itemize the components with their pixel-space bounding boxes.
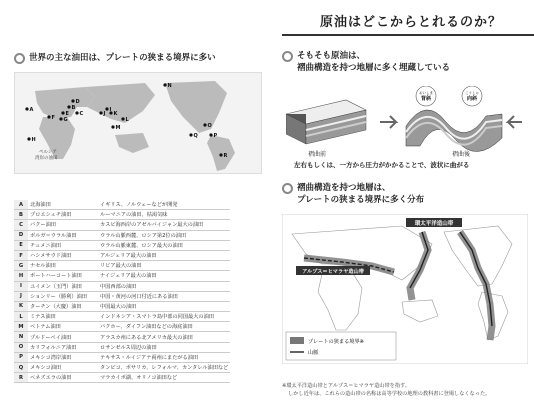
oilfield-marker-J: J: [103, 110, 106, 117]
left-heading-text: 世界の主な油田は、プレートの狭まる境界に多い: [29, 53, 216, 63]
world-map-svg: [15, 73, 261, 173]
right-heading2: [282, 182, 532, 206]
left-heading: [14, 52, 274, 64]
north-america-shape: [165, 81, 227, 133]
oilfield-key: K: [14, 301, 28, 311]
oilfield-desc: 中国最大の油田: [98, 301, 230, 311]
australia-shape: [115, 133, 149, 153]
oilfield-key: A: [14, 200, 28, 210]
table-row: [14, 240, 230, 250]
oilfield-dot-P: [209, 133, 212, 136]
oilfield-desc: タンピコ、ポサリカ、レフォルマ、カンタレル油田など: [98, 363, 230, 373]
oilfield-dot-F: [47, 115, 50, 118]
oilfield-table: [14, 200, 230, 383]
oilfield-marker-K: K: [113, 110, 118, 117]
oilfield-dot-O: [203, 123, 206, 126]
oilfield-key: B: [14, 210, 28, 220]
legend-box: [286, 332, 396, 360]
oilfield-marker-M: M: [115, 124, 121, 131]
table-row: [14, 291, 230, 301]
oilfield-name: ハシメサウド油田: [28, 250, 98, 260]
oilfield-desc: ナイジェリア最大の油田: [98, 271, 230, 281]
oilfield-name: ユイメン（玉門）油田: [28, 281, 98, 291]
oilfield-marker-G: G: [63, 116, 68, 123]
bubble-right-line1: こうしゃ: [465, 91, 479, 95]
oilfield-name: ポートハーコート油田: [28, 271, 98, 281]
oilfield-key: I: [14, 281, 28, 291]
legend-mountain-text: 山脈: [308, 350, 319, 356]
oilfield-dot-D: [71, 99, 74, 102]
table-row: [14, 271, 230, 281]
oilfield-marker-Q: Q: [193, 132, 198, 139]
oilfield-key: J: [14, 291, 28, 301]
right-heading2-line2: プレートの狭まる境界に多く分布: [297, 195, 425, 205]
fold-caption: 左右もしくは、一方から圧力がかかることで、波状に曲がる: [294, 161, 470, 169]
map-note-line1: ペルシア: [39, 150, 57, 155]
oilfield-marker-B: B: [71, 104, 76, 111]
bubble-left-line2: 背斜: [420, 96, 432, 102]
oilfield-dot-H: [27, 137, 30, 140]
oilfield-world-map: [14, 72, 262, 174]
table-row: [14, 352, 230, 362]
oilfield-name: ベネズエラの油田: [28, 373, 98, 383]
oilfield-name: ターチン（大慶）油田: [28, 301, 98, 311]
bubble-left-line1: おいしま: [419, 91, 433, 95]
oilfield-name: ションリー（勝利）油田: [28, 291, 98, 301]
right-heading1-line2: 褶曲構造を持つ地層に多く埋蔵している: [297, 63, 451, 73]
oilfield-key: D: [14, 230, 28, 240]
table-row: [14, 281, 230, 291]
arrow-right-icon: [380, 116, 396, 128]
right-heading1-line1: そもそも原油は、: [297, 51, 366, 61]
bubble-right-line2: 向斜: [466, 96, 478, 102]
oilfield-marker-C: C: [79, 110, 84, 117]
oilfield-desc: 中国西部の油田: [98, 281, 230, 291]
oilfield-marker-L: L: [125, 116, 129, 123]
oilfield-marker-P: P: [213, 132, 218, 139]
table-row: [14, 250, 230, 260]
oilfield-desc: バクホー、ダイフン油田などの海底油田: [98, 322, 230, 332]
oilfield-name: プロエシュチ油田: [28, 210, 98, 220]
oilfield-desc: リビア最大の油田: [98, 261, 230, 271]
map-note-line2: 湾岸の油田: [35, 156, 58, 161]
oilfield-dot-G: [59, 117, 62, 120]
oilfield-key: G: [14, 261, 28, 271]
oilfield-table-wrap: [14, 200, 260, 383]
oilfield-marker-D: D: [75, 98, 80, 105]
footnote-line2: しかし近年は、これらの造山帯の名称は高等学校の地理の教科書に登場しなくなった。: [288, 391, 491, 397]
oilfield-key: M: [14, 322, 28, 332]
oilfield-name: プルドーベイ油田: [28, 332, 98, 342]
oilfield-name: バクー油田: [28, 220, 98, 230]
oilfield-name: ボルガ＝ウラル油田: [28, 230, 98, 240]
legend-plate-swatch: [290, 337, 304, 344]
footnote-line1: ※環太平洋造山帯とアルプス＝ヒマラヤ造山帯を指す。: [282, 383, 411, 389]
oilfield-key: P: [14, 352, 28, 362]
oilfield-dot-A: [25, 107, 28, 110]
oilfield-key: O: [14, 342, 28, 352]
oilfield-key: C: [14, 220, 28, 230]
oilfield-desc: マラカイボ湖、オリノコ油田など: [98, 373, 230, 383]
oilfield-desc: アラスカ州にある北アメリカ最大の油田: [98, 332, 230, 342]
oilfield-dot-M: [111, 125, 114, 128]
asia-shape: [85, 83, 155, 123]
oilfield-key: H: [14, 271, 28, 281]
fold-before-label: 褶曲前: [308, 151, 327, 158]
oilfield-name: ミナス油田: [28, 312, 98, 322]
oilfield-marker-E: E: [65, 110, 69, 117]
oilfield-key: N: [14, 332, 28, 342]
bullet-circle-icon: [14, 53, 25, 64]
oilfield-key: E: [14, 240, 28, 250]
table-row: [14, 210, 230, 220]
table-row: [14, 373, 230, 383]
oilfield-key: R: [14, 373, 28, 383]
oilfield-dot-I: [105, 107, 108, 110]
oilfield-marker-I: I: [109, 106, 112, 113]
oilfield-dot-J: [99, 111, 102, 114]
oilfield-marker-N: N: [167, 82, 172, 89]
oilfield-name: メキシコ湾岸油田: [28, 352, 98, 362]
table-row: [14, 230, 230, 240]
table-row: [14, 342, 230, 352]
oilfield-desc: テキサス・ルイジアナ両州にまたがる油田: [98, 352, 230, 362]
table-row: [14, 322, 230, 332]
bullet-circle-icon: [282, 183, 293, 194]
legend-plate-text: プレートの狭まる境界※: [308, 339, 365, 345]
oilfield-dot-N: [163, 83, 166, 86]
table-row: [14, 301, 230, 311]
oilfield-desc: ウラル山脈東麓、ロシア最大の油田: [98, 240, 230, 250]
table-row: [14, 312, 230, 322]
oilfield-desc: インドネシア・スマトラ島中部の同国最大の油田: [98, 312, 230, 322]
oilfield-name: カリフォルニア油田: [28, 342, 98, 352]
oilfield-name: ベトナム油田: [28, 322, 98, 332]
page-title: 原油はどこからとれるのか？: [320, 15, 503, 30]
oilfield-marker-F: F: [51, 114, 55, 121]
table-row: [14, 220, 230, 230]
oilfield-desc: アルジェリア最大の油田: [98, 250, 230, 260]
oilfield-name: ナセル油田: [28, 261, 98, 271]
south-america-shape: [207, 132, 235, 171]
pacific-belt-label: 環太平洋造山帯: [414, 221, 454, 227]
oilfield-dot-K: [109, 111, 112, 114]
oilfield-key: F: [14, 250, 28, 260]
oilfield-name: チュメニ油田: [28, 240, 98, 250]
oilfield-desc: イギリス、ノルウェーなどが開発: [98, 200, 230, 210]
bullet-circle-icon: [282, 51, 293, 62]
oilfield-dot-C: [75, 111, 78, 114]
oilfield-marker-R: R: [223, 152, 228, 159]
oilfield-key: Q: [14, 363, 28, 373]
oilfield-desc: カスピ海西岸のアゼルバイジャン最大の油田: [98, 220, 230, 230]
plate-map-svg: [282, 214, 528, 364]
oilfield-marker-O: O: [207, 122, 212, 129]
right-heading2-line1: 褶曲構造を持つ地層は、: [297, 183, 391, 193]
table-row: [14, 261, 230, 271]
oilfield-desc: ロサンゼルス周辺の油田: [98, 342, 230, 352]
oilfield-key: L: [14, 312, 28, 322]
oilfield-dot-L: [121, 117, 124, 120]
oilfield-dot-R: [219, 153, 222, 156]
oilfield-marker-A: A: [29, 106, 34, 113]
footnote: [282, 382, 532, 398]
right-heading1: [282, 50, 532, 74]
oilfield-name: 北海油田: [28, 200, 98, 210]
oilfield-name: メキシコ油田: [28, 363, 98, 373]
oilfield-dot-B: [67, 105, 70, 108]
table-row: [14, 363, 230, 373]
plate-boundary-map: [282, 214, 528, 364]
oilfield-marker-H: H: [31, 136, 36, 143]
oilfield-desc: ウラル山脈西麓、ロシア第2位の油田: [98, 230, 230, 240]
oilfield-dot-E: [61, 111, 64, 114]
title-rule: [282, 34, 534, 36]
oilfield-dot-Q: [189, 133, 192, 136]
table-row: [14, 200, 230, 210]
oilfield-desc: 中国・黄河の河口付近にある油田: [98, 291, 230, 301]
fold-after-label: 褶曲後: [452, 151, 471, 158]
oilfield-desc: ルーマニアの油田、枯渇気味: [98, 210, 230, 220]
alpine-belt-label: アルプス＝ヒマラヤ造山帯: [302, 269, 364, 275]
arrow-left-icon: [508, 116, 522, 128]
table-row: [14, 332, 230, 342]
